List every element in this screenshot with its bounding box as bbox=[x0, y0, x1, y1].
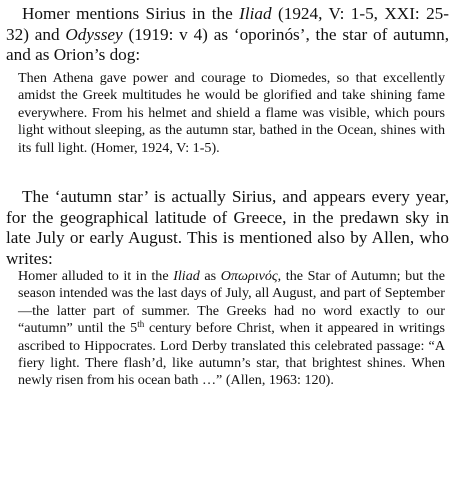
text-segment: as bbox=[199, 268, 221, 284]
block-quote-homer: Then Athena gave power and courage to Diomedes, so that excellently amidst the Greek multitudes he would be glorified and take shining fame everywhere. From his helmet and shield a flame was visible, which pours light without sleeping, as the autumn star, bathed in the Ocean, shines with its full light. (Homer, 1924, V: 1-5). bbox=[18, 70, 445, 156]
title-iliad: Iliad bbox=[173, 268, 200, 284]
text-segment: , the Star of Autumn; but the season intended was the last days of July, all August, and part of September—the latter part of summer. The Greeks had no word exactly to our “autumn” until the 5 bbox=[18, 268, 445, 337]
greek-word: Οπωρινός bbox=[220, 268, 278, 284]
text-segment: (1924, V: 1-5, XXI: 25-32) and bbox=[6, 4, 449, 44]
body-paragraph-homer bbox=[6, 4, 449, 66]
title-iliad: Iliad bbox=[239, 4, 272, 23]
text-segment: century before Christ, when it appeared in writings ascribed to Hippocrates. Lord Derby translated this celebrated passage: “A fiery light. There flash’d, like autumn’s star, that brightest shines. When newly risen from his ocean bath …” (Allen, 1963: 120). bbox=[18, 320, 445, 389]
text-segment: Homer alluded to it in the bbox=[18, 268, 174, 284]
title-odyssey: Odyssey bbox=[65, 24, 123, 44]
block-quote-allen bbox=[18, 268, 445, 390]
ordinal-superscript: th bbox=[137, 319, 145, 330]
text-segment: Homer mentions Sirius in the bbox=[22, 4, 240, 23]
text-segment: (1919: v 4) as ‘oporinós’, the star of autumn, and as Orion’s dog: bbox=[6, 24, 449, 65]
body-paragraph-autumn-star: The ‘autumn star’ is actually Sirius, and appears every year, for the geographical latitude of Greece, in the predawn sky in late July or early August. This is mentioned also by Allen, who writes: bbox=[6, 187, 449, 268]
